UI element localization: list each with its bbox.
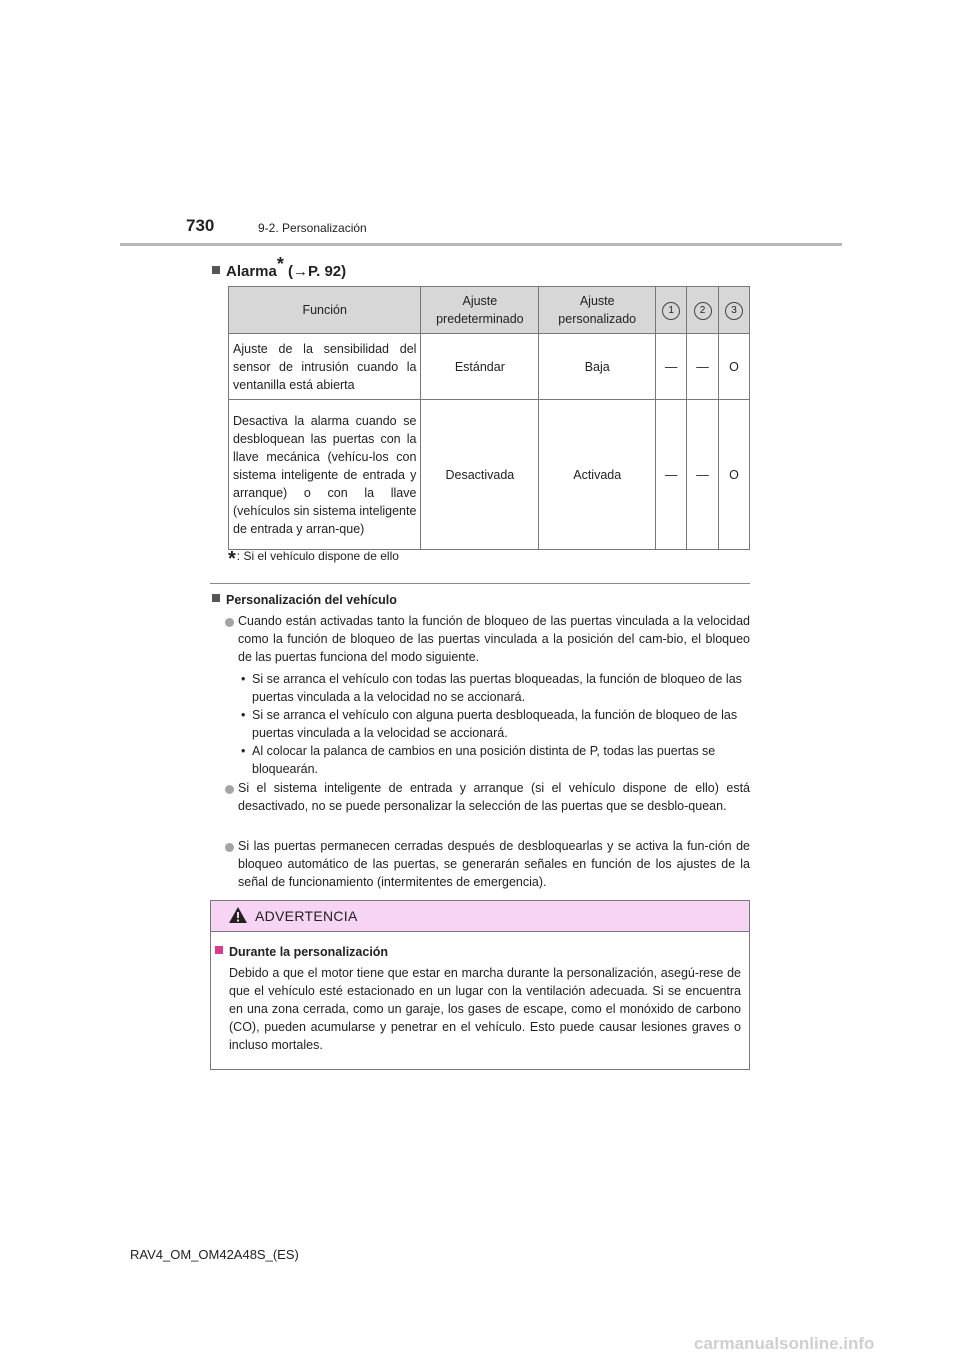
table-header-row [229,287,750,334]
circled-number-1: 1 [662,302,680,320]
footnote-mark: * [228,548,236,570]
document-code: RAV4_OM_OM42A48S_(ES) [130,1247,299,1262]
cell-default: Desactivada [421,400,539,550]
warning-box [210,900,750,1070]
dot-bullet-icon: • [241,672,246,686]
cell-function: Ajuste de la sensibilidad del sensor de intrusión cuando la ventanilla está abierta [229,334,421,400]
footnote-text: : Si el vehículo dispone de ello [236,549,399,563]
subsection-title-text: Personalización del vehículo [226,593,397,607]
warning-body: Debido a que el motor tiene que estar en marcha durante la personalización, asegú-rese de que el vehículo esté estacionado en un lugar con la ventilación adecuada. Si se encuentra en una zona cerrada, como un garaje, los gases de escape, como el monóxido de carbono (CO), pueden acumularse y penetrar en el vehículo. Esto puede causar lesiones graves o incluso mortales. [229,966,741,1052]
paragraph-bullet-1: Cuando están activadas tanto la función de bloqueo de las puertas vinculada a la velocidad como la función de bloqueo de las puertas vinculada a la posición del cam-bio, el bloqueo de las puertas funciona del modo siguiente. [238,614,750,664]
circle-bullet-icon [225,843,234,852]
dot-bullet-icon: • [241,708,246,722]
col-header-custom-text: Ajuste personalizado [558,294,637,326]
cell-custom: Activada [539,400,656,550]
cell-c2: — [687,334,719,400]
paragraph-bullet-2: Si el sistema inteligente de entrada y arranque (si el vehículo dispone de ello) está desactivado, no se puede personalizar la selección de las puertas que se desblo-quean. [238,781,750,813]
warning-subtitle [215,945,388,959]
dot-bullet-icon: • [241,744,246,758]
square-bullet-icon [215,946,223,954]
subsection-title [212,593,397,607]
section-header: 9-2. Personalización [258,221,367,235]
circled-number-2: 2 [694,302,712,320]
footnote [228,548,399,571]
square-bullet-icon [212,266,220,274]
cell-default: Estándar [421,334,539,400]
section-title-text: Alarma [226,263,277,280]
circled-number-3: 3 [725,302,743,320]
col-header-3 [719,287,750,334]
circle-bullet-icon [225,618,234,627]
section-title [212,254,346,280]
table-row [229,400,750,550]
settings-table [228,286,750,550]
table-row [229,334,750,400]
page-number: 730 [186,216,215,235]
square-bullet-icon [212,594,220,602]
cell-c3: O [719,334,750,400]
cell-c1: — [656,400,687,550]
section-divider [210,583,750,584]
col-header-2 [687,287,719,334]
cell-c1: — [656,334,687,400]
cell-c2: — [687,400,719,550]
cell-custom: Baja [539,334,656,400]
list-item: Si se arranca el vehículo con todas las puertas bloqueadas, la función de bloqueo de las puertas vinculada a la velocidad no se accionará. [252,672,742,704]
col-header-1 [656,287,687,334]
watermark: carmanualsonline.info [694,1334,875,1353]
cell-c3: O [719,400,750,550]
footnote-star: * [276,254,284,274]
cell-function: Desactiva la alarma cuando se desbloquean las puertas con la llave mecánica (vehícu-los con sistema inteligente de entrada y arranque) o con la llave (vehículos sin sistema inteligente de entrada y arran-que) [229,400,421,550]
list-item: Al colocar la palanca de cambios en una posición distinta de P, todas las puertas se bloquearán. [252,744,716,776]
col-header-default [421,287,539,334]
warning-triangle-icon [228,906,248,924]
warning-subtitle-text: Durante la personalización [229,945,389,959]
col-header-custom [539,287,656,334]
warning-header [211,901,749,932]
list-item: Si se arranca el vehículo con alguna puerta desbloqueada, la función de bloqueo de las puertas vinculada a la velocidad se accionará. [252,708,738,740]
warning-title: ADVERTENCIA [255,908,358,924]
header-divider [120,243,842,246]
paragraph-bullet-3: Si las puertas permanecen cerradas después de desbloquearlas y se activa la fun-ción de bloqueo automático de las puertas, se generarán señales en función de los ajustes de la señal de funcionamiento (intermitentes de emergencia). [238,839,750,889]
col-header-default-text: Ajuste predeterminado [436,294,524,326]
col-header-function: Función [229,287,421,334]
circle-bullet-icon [225,785,234,794]
page-reference-link[interactable]: (→P. 92) [283,263,347,280]
